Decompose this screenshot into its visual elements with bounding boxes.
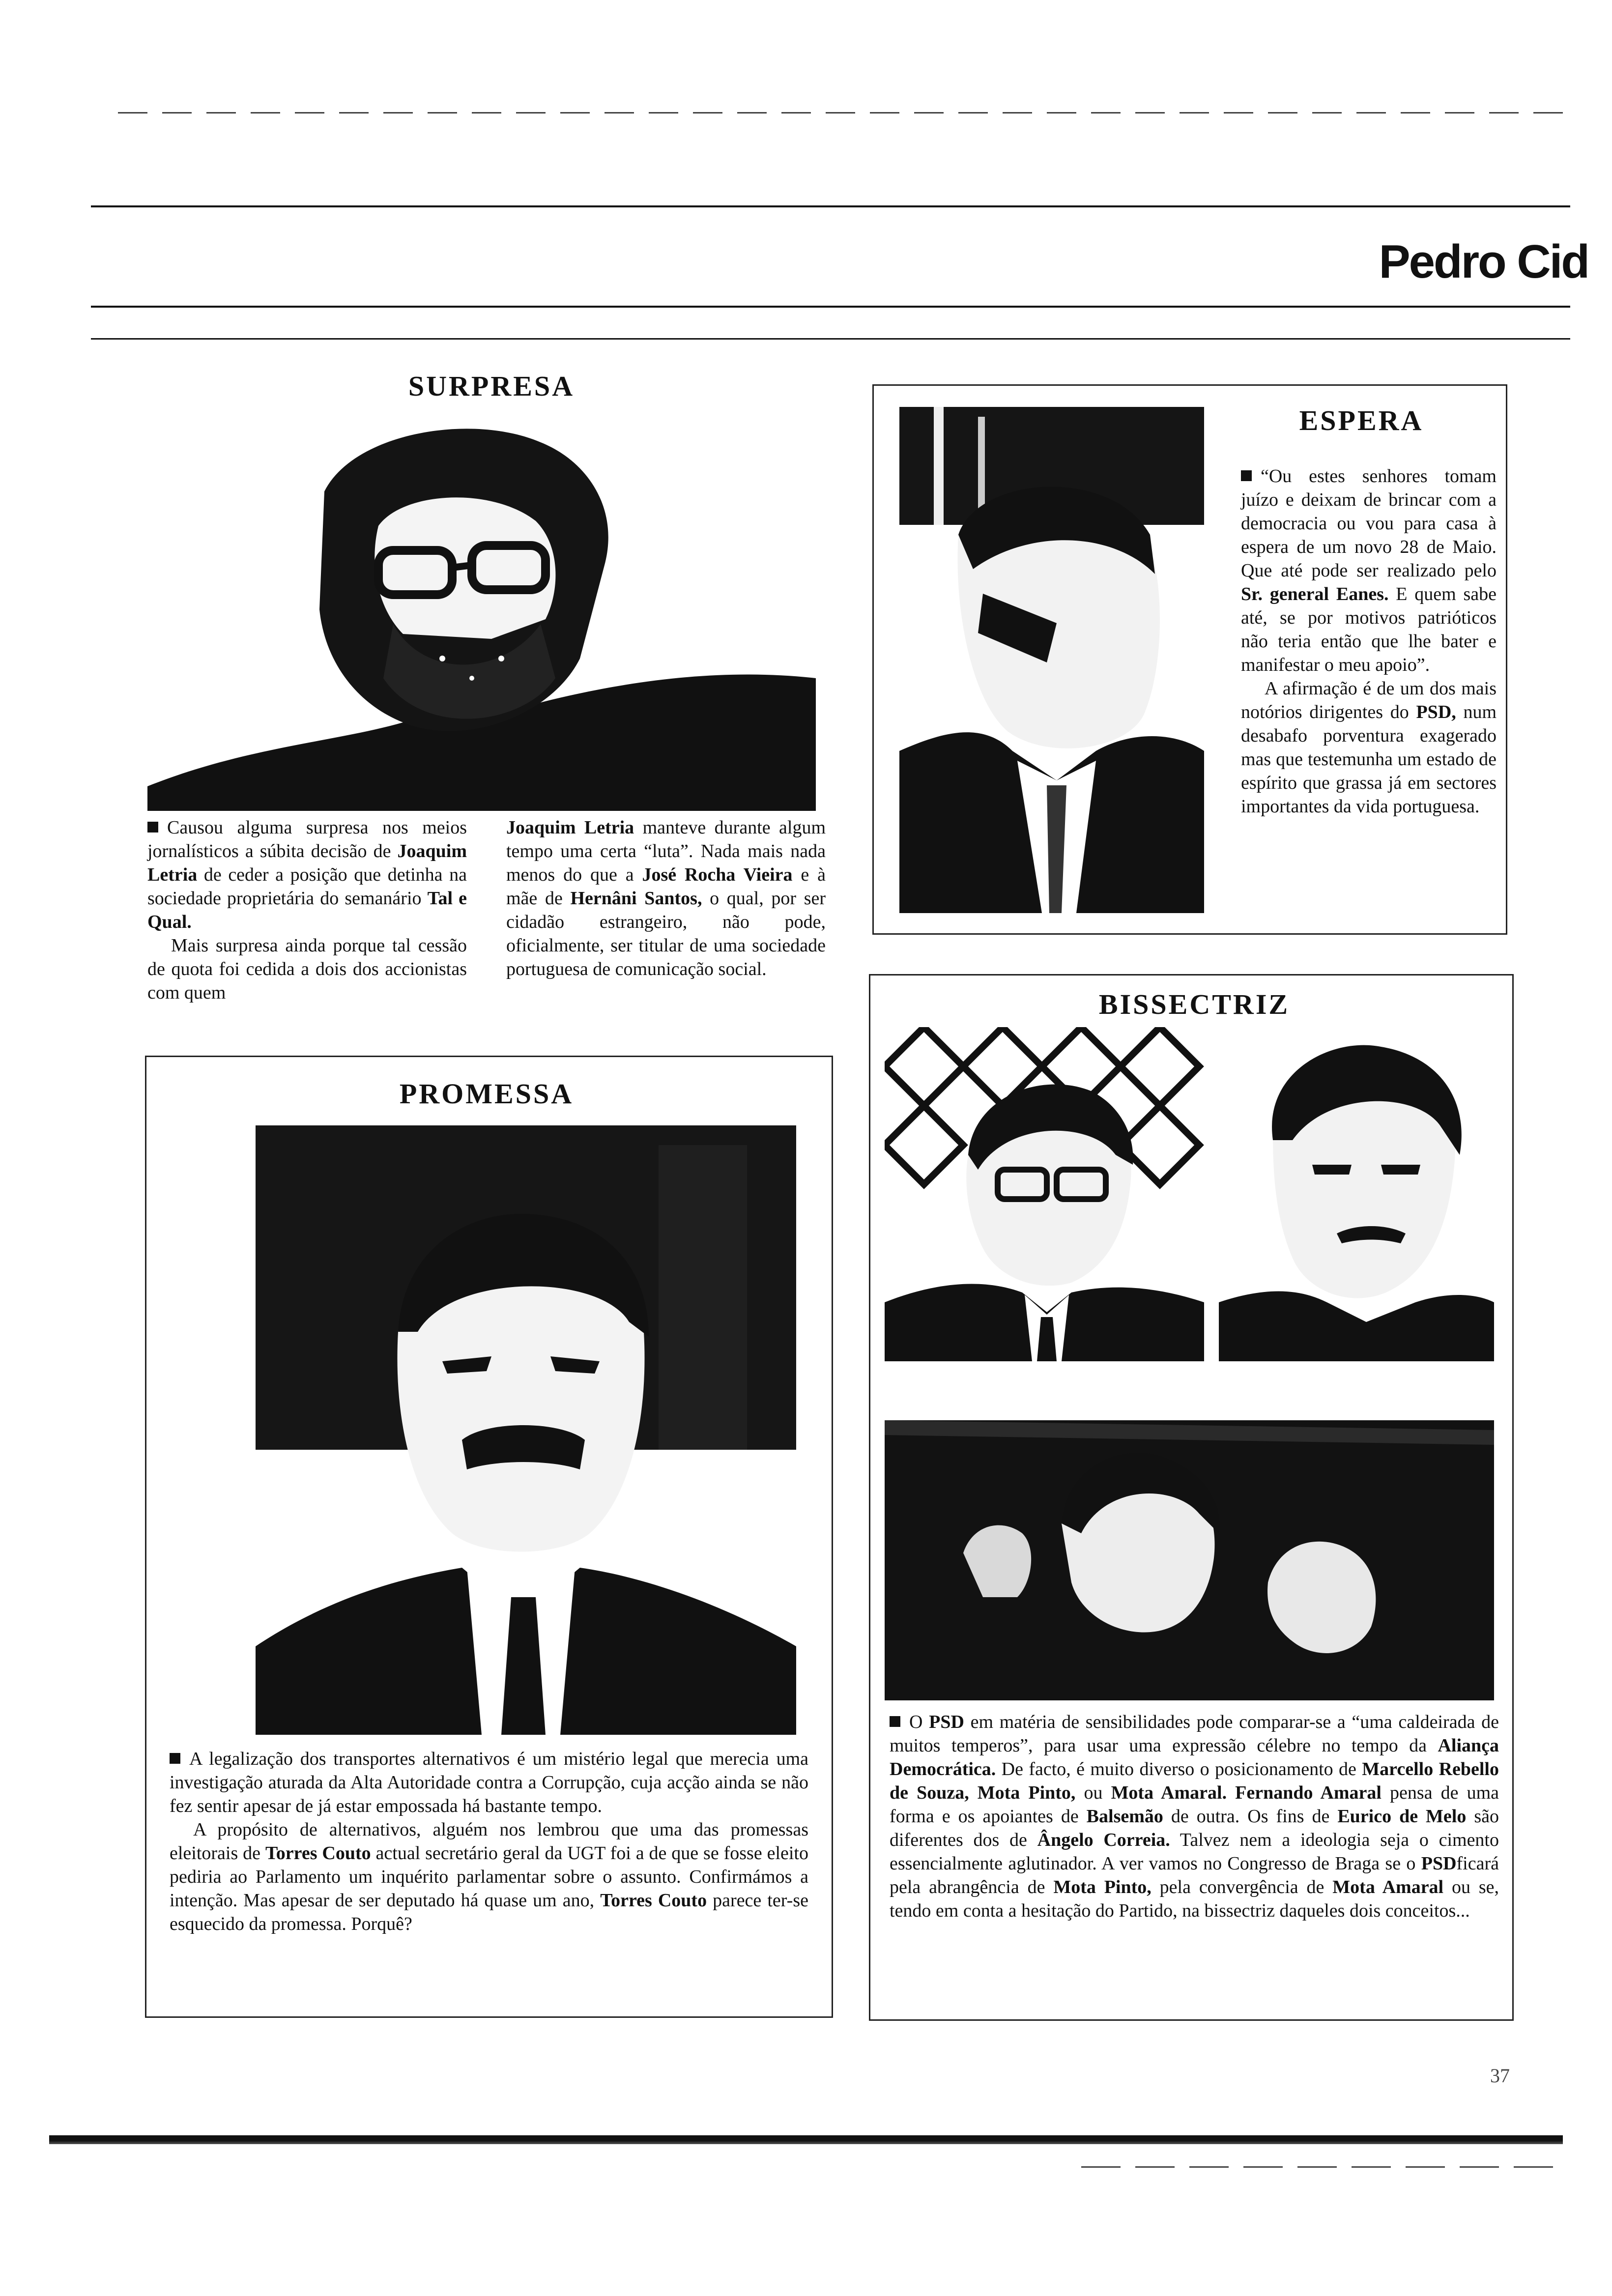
header-rule-thin xyxy=(91,338,1570,340)
name-angelo-correia: Ângelo Correia. xyxy=(1037,1830,1170,1850)
bissectriz-photo-right xyxy=(1219,1027,1494,1361)
top-dashed-rule xyxy=(118,112,1563,114)
surpresa-title: SURPRESA xyxy=(408,370,575,402)
bullet-square-icon xyxy=(170,1753,180,1764)
bissectriz-text: em matéria de sensibilidades pode comparar-se a “uma caldeirada de muitos temperos”, para usar uma expressão célebre no tempo da xyxy=(890,1712,1499,1756)
promessa-text: actual secretário geral da UGT foi a de que se fosse eleito pediria ao Parlamento um inquérito parlamentar sobre o assunto. Confirmámos a intenção. Mas apesar de ser deputado há quase um ano, xyxy=(170,1843,808,1911)
espera-text: A afirmação é de um dos mais notórios dirigentes do xyxy=(1241,678,1497,722)
name-balsemao: Balsemão xyxy=(1086,1806,1163,1827)
promessa-photo xyxy=(256,1125,796,1735)
espera-text: num desabafo porventura exagerado mas que testemunha um estado de espírito que grassa já em sectores importantes da vida portuguesa. xyxy=(1241,702,1497,817)
name-joaquim-letria: Joaquim Letria xyxy=(147,841,467,885)
bissectriz-title: BISSECTRIZ xyxy=(1098,988,1290,1020)
name-jose-rocha-vieira: José Rocha Vieira xyxy=(642,864,793,885)
promessa-text: parece ter-se esquecido da promessa. Porquê? xyxy=(170,1890,808,1934)
espera-quote: E quem sabe até, se por motivos patrióticos não teria então que lhe bater e manifestar o meu apoio”. xyxy=(1241,584,1497,675)
bissectriz-text: pela convergência de xyxy=(1151,1877,1333,1897)
bissectriz-text: são diferentes dos de xyxy=(890,1806,1499,1850)
bullet-square-icon xyxy=(1241,470,1252,481)
bissectriz-text: pensa de uma forma e os apoiantes de xyxy=(890,1782,1499,1827)
espera-text xyxy=(1241,464,1497,818)
name-psd: PSD xyxy=(1421,1853,1457,1874)
name-torres-couto: Torres Couto xyxy=(265,1843,371,1864)
bissectriz-text: ficará pela abrangência de xyxy=(890,1853,1499,1897)
name-mota-pinto: Mota Pinto, xyxy=(1053,1877,1151,1897)
bissectriz-text: ou se, tendo em conta a hesitação do Partido, na bissectriz daqueles dois conceitos... xyxy=(890,1877,1499,1921)
bissectriz-text: O xyxy=(909,1712,929,1732)
bissectriz-photo-left xyxy=(885,1027,1204,1361)
bullet-square-icon xyxy=(147,822,158,832)
surpresa-col1 xyxy=(147,816,467,1004)
promessa-title: PROMESSA xyxy=(399,1078,574,1110)
name-psd: PSD xyxy=(929,1712,964,1732)
surpresa-photo xyxy=(147,403,816,811)
name-joaquim-letria: Joaquim Letria xyxy=(506,817,634,838)
surpresa-text: o qual, por ser cidadão estrangeiro, não pode, oficialmente, ser titular de uma sociedade portuguesa de comunicação social. xyxy=(506,888,826,979)
surpresa-text: manteve durante algum tempo uma certa “luta”. Nada mais nada menos do que a xyxy=(506,817,826,885)
bissectriz-text: ou xyxy=(1075,1782,1111,1803)
surpresa-col2 xyxy=(506,816,826,981)
bissectriz-text: Talvez nem a ideologia seja o cimento essencialmente aglutinador. A ver vamos no Congresso de Braga se o xyxy=(890,1830,1499,1874)
name-psd: PSD, xyxy=(1416,702,1456,722)
surpresa-text: de ceder a posição que detinha na sociedade proprietária do semanário xyxy=(147,864,467,909)
bissectriz-text: De facto, é muito diverso o posicionamento de xyxy=(996,1759,1362,1779)
surpresa-text: e à mãe de xyxy=(506,864,826,909)
name-general-eanes: Sr. general Eanes. xyxy=(1241,584,1389,604)
promessa-paragraph: A legalização dos transportes alternativos é um mistério legal que merecia uma investigação aturada da Alta Autoridade contra a Corrupção, cuja acção ainda se não fez sentir apesar de já estar empossada há bastante tempo. xyxy=(170,1749,808,1816)
espera-photo xyxy=(899,407,1204,913)
footer-rule-thick xyxy=(49,2135,1563,2144)
header-rule-top xyxy=(91,205,1570,207)
espera-quote: “Ou estes senhores tomam juízo e deixam de brincar com a democracia ou vou para casa à espera de um novo 28 de Maio. Que até pode ser realizado pelo xyxy=(1241,466,1497,581)
name-mota-amaral-fernando-amaral: Mota Amaral. Fernando Amaral xyxy=(1111,1782,1382,1803)
promessa-text: A propósito de alternativos, alguém nos lembrou que uma das promessas eleitorais de xyxy=(170,1819,808,1864)
bissectriz-text xyxy=(890,1710,1499,1923)
name-rebello-mota-pinto: Marcello Rebello de Souza, Mota Pinto, xyxy=(890,1759,1499,1803)
name-mota-amaral: Mota Amaral xyxy=(1332,1877,1444,1897)
bissectriz-photo-bottom xyxy=(885,1376,1494,1700)
bullet-square-icon xyxy=(890,1716,900,1727)
surpresa-text: Causou alguma surpresa nos meios jornalísticos a súbita decisão de xyxy=(147,817,467,861)
surpresa-paragraph: Mais surpresa ainda porque tal cessão de quota foi cedida a dois dos accionistas com quem xyxy=(147,935,467,1003)
promessa-text xyxy=(170,1747,808,1936)
name-alianca-democratica: Aliança Democrática. xyxy=(890,1735,1499,1779)
header-rule-bottom xyxy=(91,306,1570,308)
footer-rule-thin xyxy=(1081,2166,1563,2168)
bissectriz-text: de outra. Os fins de xyxy=(1163,1806,1338,1827)
name-hernani-santos: Hernâni Santos, xyxy=(570,888,702,909)
name-torres-couto: Torres Couto xyxy=(600,1890,707,1911)
byline: Pedro Cid xyxy=(1379,235,1588,288)
name-eurico-de-melo: Eurico de Melo xyxy=(1337,1806,1467,1827)
page-number: 37 xyxy=(1490,2065,1510,2087)
name-tal-e-qual: Tal e Qual. xyxy=(147,888,467,932)
espera-title: ESPERA xyxy=(1299,404,1424,436)
